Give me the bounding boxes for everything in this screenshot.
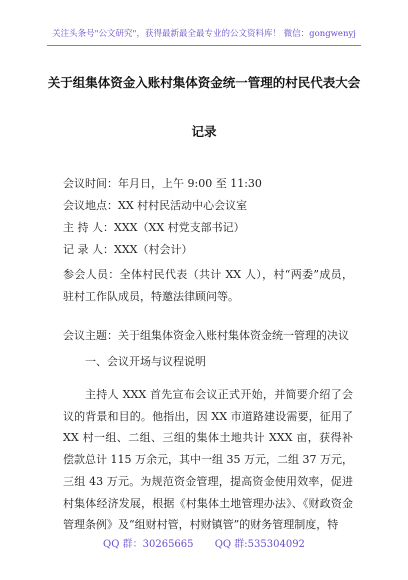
document-title: 关于组集体资金入账村集体资金统一管理的村民代表大会 [47,75,361,90]
meeting-time: 会议时间：年月日，上午 9:00 至 11:30 [63,177,262,190]
header-note: 关注头条号"公文研究"，获得最新最全最专业的公文资料库！ 微信：gongwenyj [52,29,356,39]
topic-paragraph: 会议主题：关于组集体资金入账村集体资金统一管理的决议 [63,329,349,342]
meeting-host: 主 持 人：XXX（XX 村党支部书记） [63,221,245,234]
section-heading: 一、会议开场与议程说明 [85,355,206,368]
body-paragraph: 主持人 XXX 首先宣布会议正式开始，并简要介绍了会议的背景和目的。他指出，因 XX 市道路建设需要，征用了 XX 村一组、二组、三组的集体土地共计 XXX 亩，获得补偿款总计 115 万余元，其中一组 35 万元，二组 37 万元，三组 43 万元。为规范资金管理，提高资金使用效率，促进村集体经济发展，根据《村集体土地管理办法》、《财政资金管理条例》及“组财村管，村财镇管”的财务管理制度，特 [63,388,353,532]
footer-qq-group-2: QQ 群:535304092 [214,539,305,550]
header-divider [47,45,361,46]
meeting-location: 会议地点：XX 村村民活动中心会议室 [63,199,248,212]
footer [0,535,408,550]
document-title-continued: 记录 [191,124,217,139]
footer-qq-group-1: QQ 群：30265665 [103,539,194,550]
attendees-paragraph: 参会人员：全体村民代表（共计 XX 人），村“两委”成员，驻村工作队成员，特邀法律顾问等。 [63,268,353,303]
meeting-recorder: 记 录 人：XXX（村会计） [63,243,193,256]
